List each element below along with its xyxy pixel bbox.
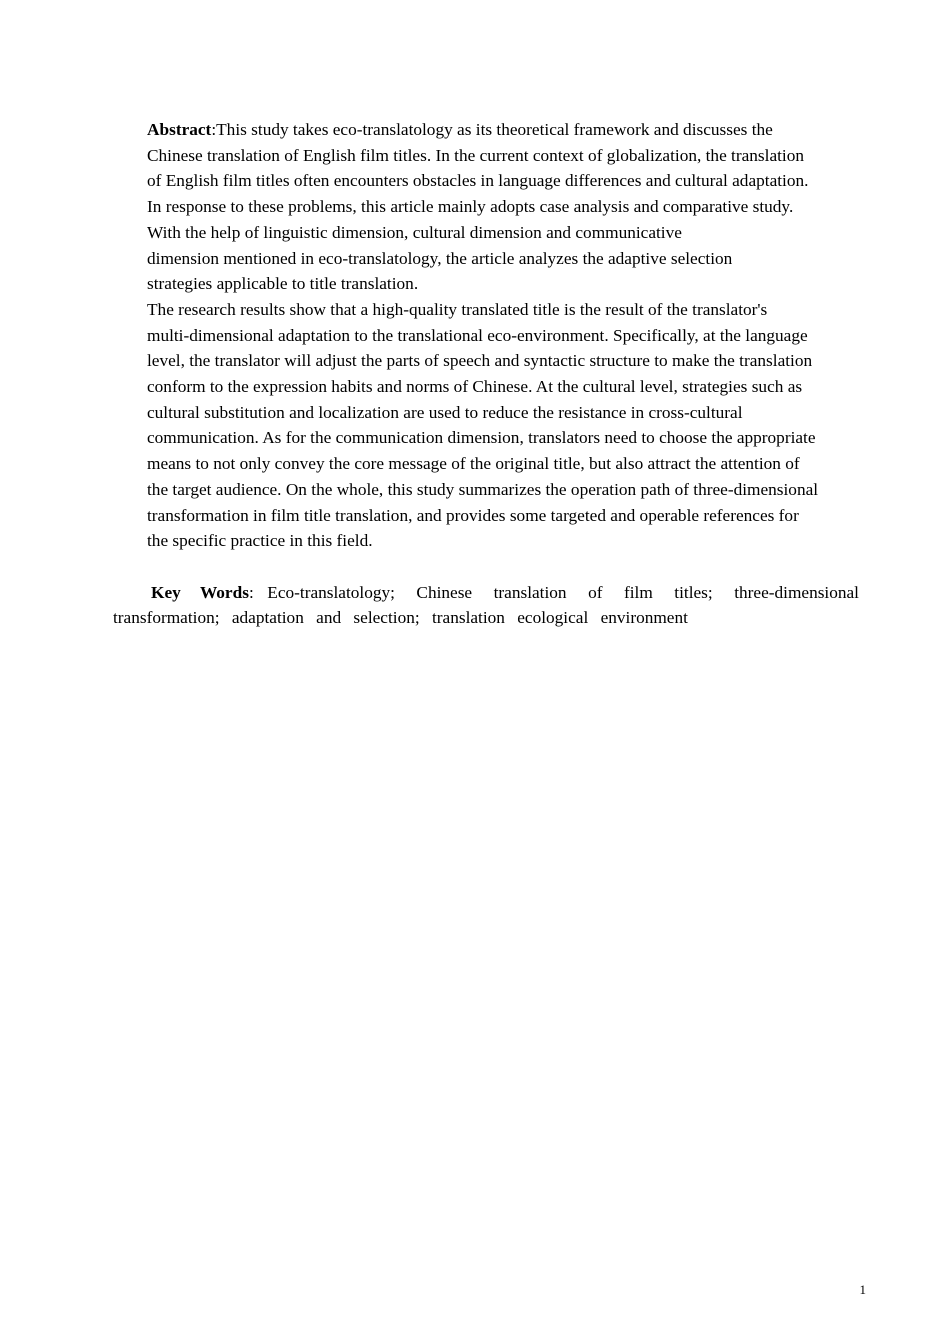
abstract-line-text: This study takes eco-translatology as its theoretical framework and discusses the	[216, 120, 773, 139]
keywords-text: Eco-translatology; Chinese translation of film titles; three-dimensional transformation; adaptation and selection; translation ecological environment	[113, 582, 859, 628]
results-line: conform to the expression habits and norms of Chinese. At the cultural level, strategies such as	[147, 377, 803, 397]
results-paragraph	[113, 297, 859, 554]
results-line: cultural substitution and localization are used to reduce the resistance in cross-cultural	[147, 402, 743, 422]
results-line: means to not only convey the core message of the original title, but also attract the attention of	[147, 454, 800, 474]
abstract-line: of English film titles often encounters obstacles in language differences and cultural adaptation.	[147, 171, 809, 191]
results-line: The research results show that a high-quality translated title is the result of the translator's	[147, 299, 768, 319]
page-number: 1	[859, 1282, 866, 1297]
results-line: transformation in film title translation, and provides some targeted and operable references for	[147, 505, 799, 525]
abstract-label: Abstract	[147, 120, 212, 139]
abstract-line: strategies applicable to title translation.	[147, 274, 419, 294]
abstract-line: In response to these problems, this article mainly adopts case analysis and comparative study.	[147, 197, 794, 217]
abstract-line	[113, 117, 859, 143]
keywords-label: Key Words	[151, 582, 249, 602]
keywords-paragraph	[113, 580, 859, 631]
keywords-separator: :	[248, 582, 254, 602]
abstract-section	[113, 117, 859, 631]
results-line: multi-dimensional adaptation to the translational eco-environment. Specifically, at the language	[147, 325, 808, 345]
abstract-line: dimension mentioned in eco-translatology, the article analyzes the adaptive selection	[147, 248, 733, 268]
results-line: the specific practice in this field.	[147, 531, 373, 551]
results-line: communication. As for the communication dimension, translators need to choose the appropriate	[147, 428, 816, 448]
abstract-line: With the help of linguistic dimension, cultural dimension and communicative	[147, 222, 682, 242]
abstract-paragraph	[113, 117, 859, 297]
results-line: the target audience. On the whole, this study summarizes the operation path of three-dimensional	[147, 479, 819, 499]
abstract-line: Chinese translation of English film titles. In the current context of globalization, the translation	[147, 145, 805, 165]
abstract-separator: :	[211, 120, 217, 139]
results-line: level, the translator will adjust the parts of speech and syntactic structure to make the translation	[147, 351, 813, 371]
